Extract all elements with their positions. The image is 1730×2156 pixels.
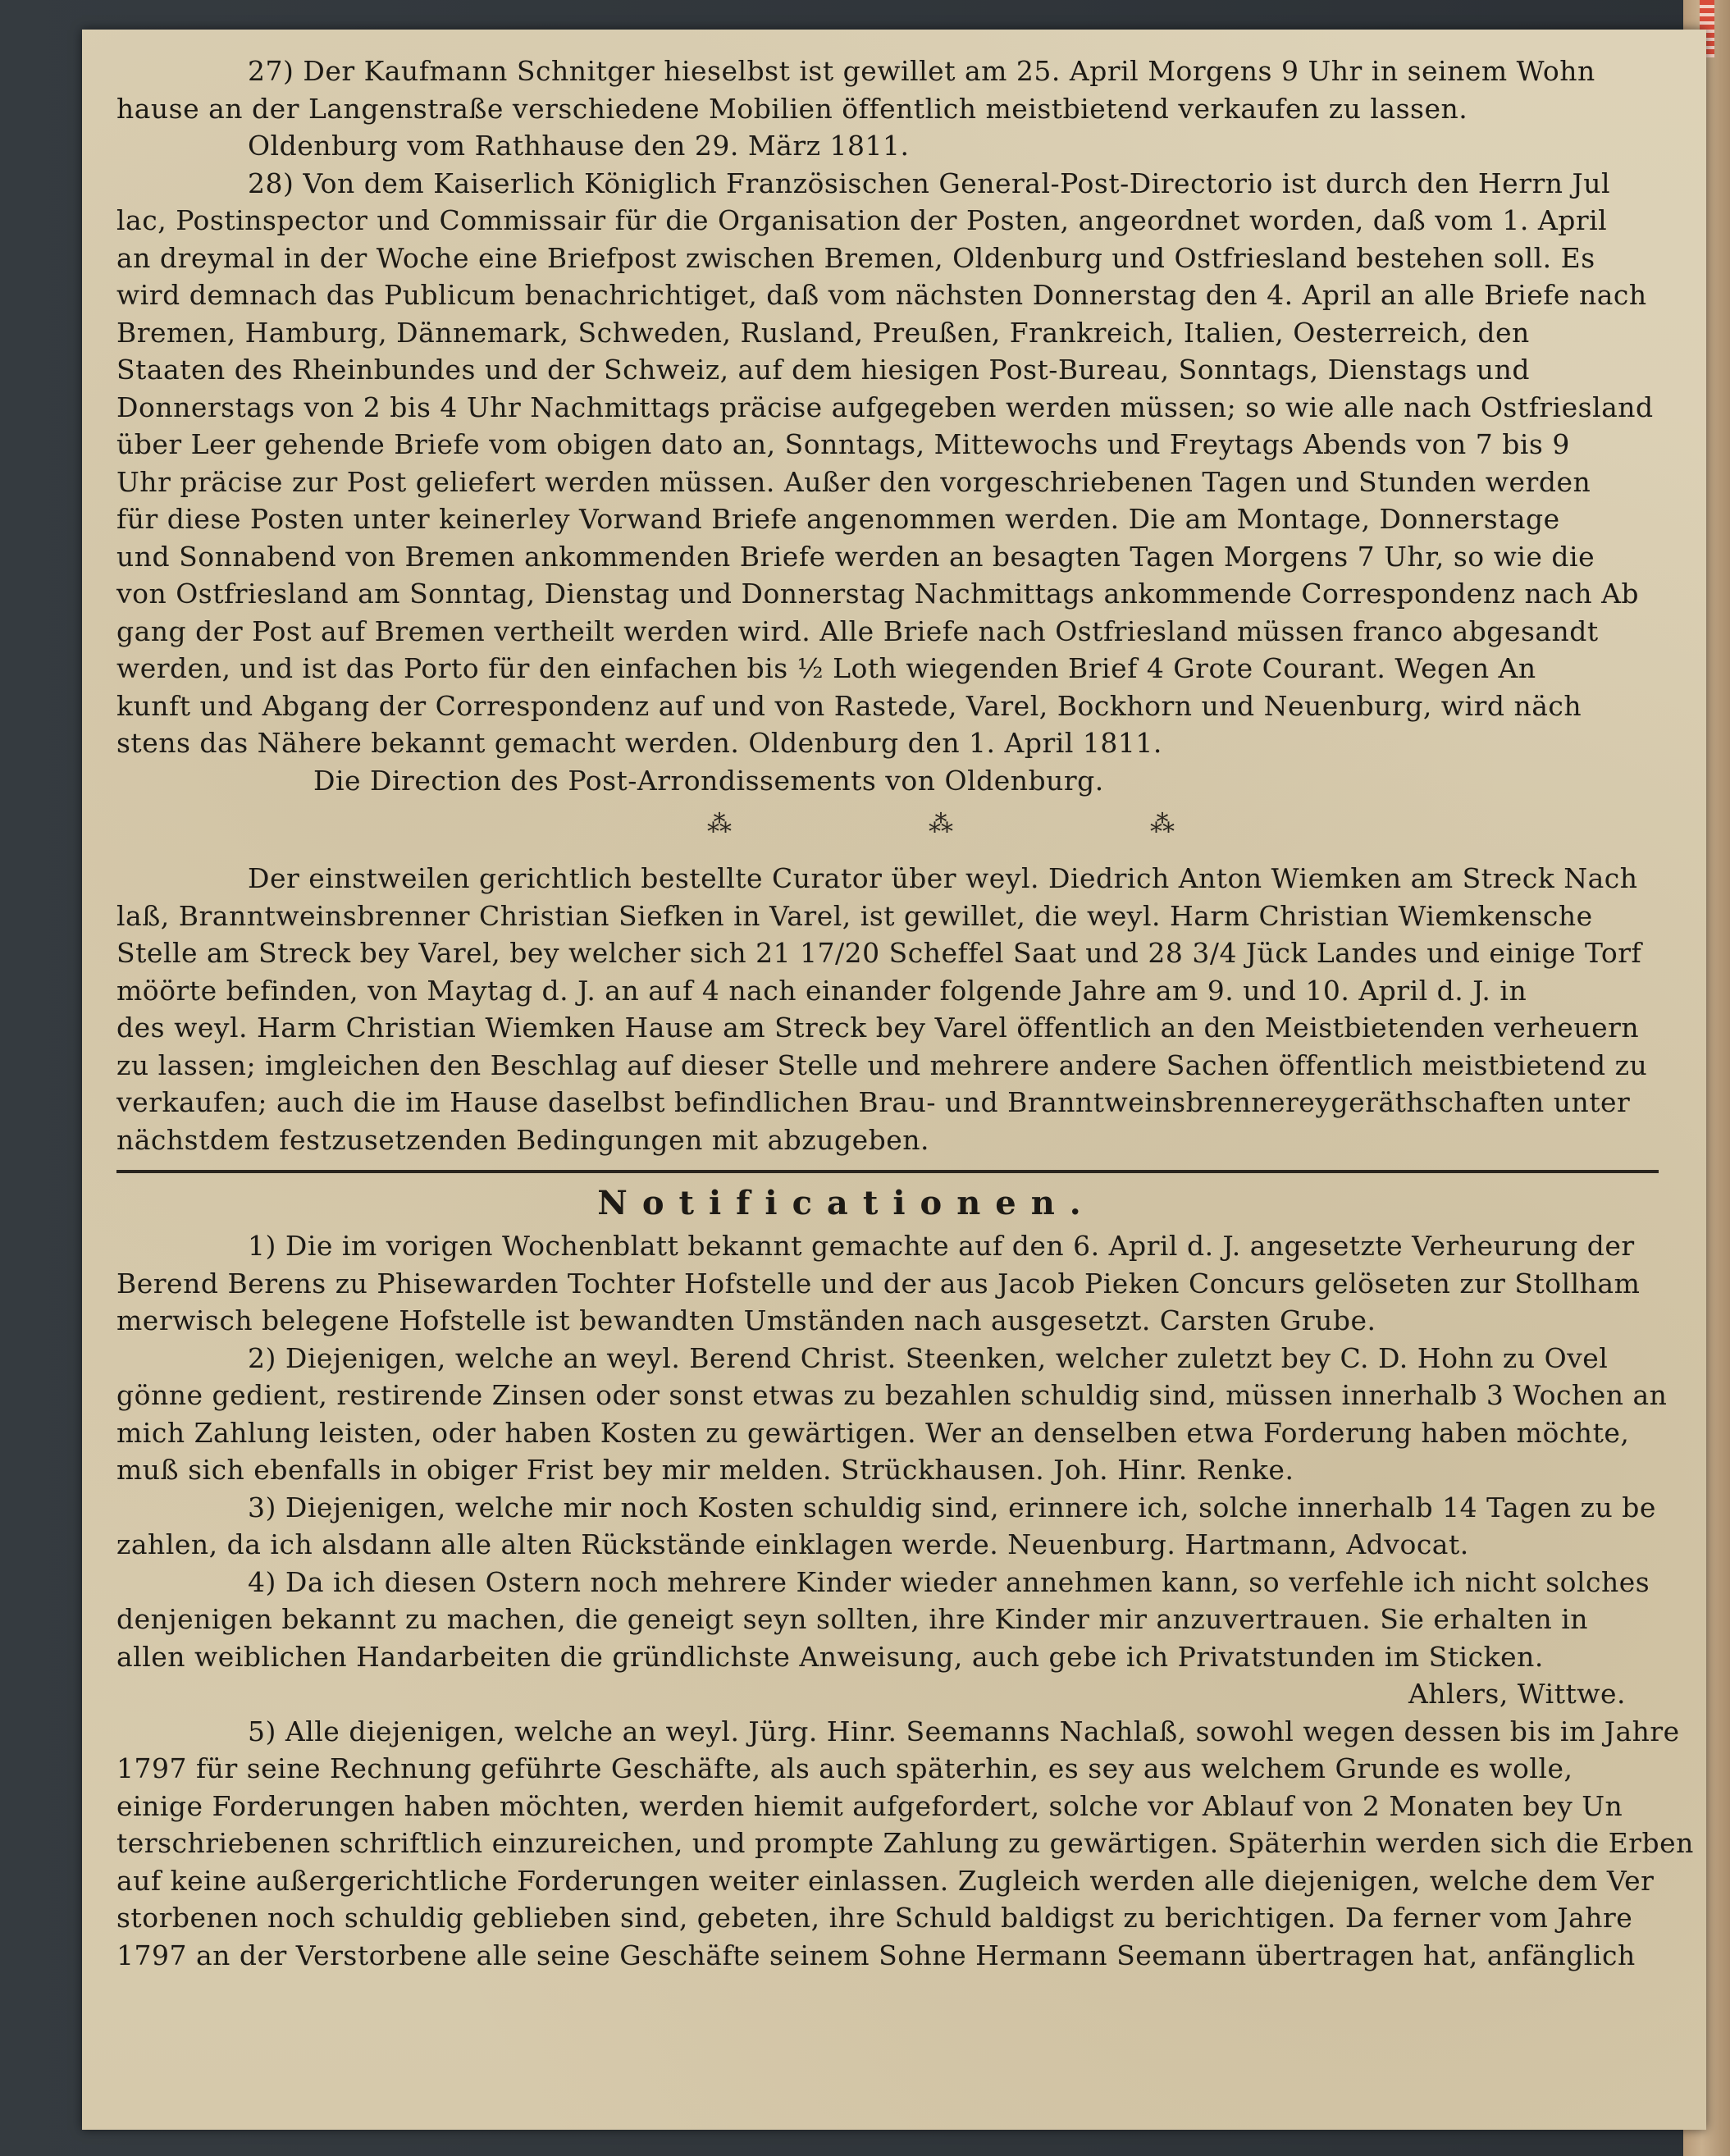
text-line: stens das Nähere bekannt gemacht werden. Oldenburg den 1. April 1811. xyxy=(116,727,1162,759)
page-text xyxy=(116,53,1694,1974)
text-line: wird demnach das Publicum benachrichtiget, daß vom nächsten Donnerstag den 4. April an alle Briefe nach xyxy=(116,279,1647,311)
text-line: Oldenburg vom Rathhause den 29. März 1811. xyxy=(248,130,910,162)
notification-2 xyxy=(116,1340,1691,1489)
text-line: Staaten des Rheinbundes und der Schweiz, auf dem hiesigen Post-Bureau, Sonntags, Dienstags und xyxy=(116,354,1530,386)
text-line: einige Forderungen haben möchten, werden hiemit aufgefordert, solche vor Ablauf von 2 Monaten bey Un xyxy=(116,1789,1623,1822)
text-line: 5) Alle diejenigen, welche an weyl. Jürg. Hinr. Seemanns Nachlaß, sowohl wegen dessen bis im Jahre xyxy=(248,1715,1680,1747)
text-line: und Sonnabend von Bremen ankommenden Briefe werden an besagten Tagen Morgens 7 Uhr, so wie die xyxy=(116,540,1595,573)
text-line: denjenigen bekannt zu machen, die geneigt seyn sollten, ihre Kinder mir anzuvertrauen. Sie erhalten in xyxy=(116,1603,1589,1635)
text-line: 3) Diejenigen, welche mir noch Kosten schuldig sind, erinnere ich, solche innerhalb 14 Tagen zu be xyxy=(248,1491,1656,1523)
text-line: Der einstweilen gerichtlich bestellte Curator über weyl. Diedrich Anton Wiemken am Streck Nach xyxy=(248,862,1638,894)
text-line: lac, Postinspector und Commissair für die Organisation der Posten, angeordnet worden, daß vom 1. April xyxy=(116,204,1608,236)
text-line: Bremen, Hamburg, Dännemark, Schweden, Rusland, Preußen, Frankreich, Italien, Oesterreich, den xyxy=(116,316,1530,349)
text-line: Donnerstags von 2 bis 4 Uhr Nachmittags präcise aufgegeben werden müssen; so wie alle nach Ostfriesland xyxy=(116,391,1654,423)
text-line: 1797 für seine Rechnung geführte Geschäfte, als auch späterhin, es sey aus welchem Grunde es wolle, xyxy=(116,1752,1573,1784)
ornament-divider xyxy=(116,799,1691,860)
text-line: zu lassen; imgleichen den Beschlag auf dieser Stelle und mehrere andere Sachen öffentlich meistbietend zu xyxy=(116,1048,1648,1081)
text-line: 1) Die im vorigen Wochenblatt bekannt gemachte auf den 6. April d. J. angesetzte Verheurung der xyxy=(248,1230,1635,1262)
ornament-star: ⁂ xyxy=(1150,810,1176,838)
text-line: Stelle am Streck bey Varel, bey welcher sich 21 17/20 Scheffel Saat und 28 3/4 Jück Landes und einige Torf xyxy=(116,937,1642,969)
text-line: Berend Berens zu Phisewarden Tochter Hofstelle und der aus Jacob Pieken Concurs gelöseten zur Stollham xyxy=(116,1267,1641,1300)
text-line: des weyl. Harm Christian Wiemken Hause am Streck bey Varel öffentlich an den Meistbietenden verheuern xyxy=(116,1012,1640,1044)
text-line: werden, und ist das Porto für den einfachen bis ½ Loth wiegenden Brief 4 Grote Courant. Wegen An xyxy=(116,652,1536,684)
text-line: möörte befinden, von Maytag d. J. an auf 4 nach einander folgende Jahre am 9. und 10. April d. J. in xyxy=(116,974,1527,1007)
text-line: Uhr präcise zur Post geliefert werden müssen. Außer den vorgeschriebenen Tagen und Stunden werden xyxy=(116,465,1591,498)
text-line: an dreymal in der Woche eine Briefpost zwischen Bremen, Oldenburg und Ostfriesland bestehen soll. Es xyxy=(116,241,1595,274)
ornament-star: ⁂ xyxy=(707,810,733,838)
section-rule xyxy=(116,1170,1659,1173)
text-line: auf keine außergerichtliche Forderungen weiter einlassen. Zugleich werden alle diejenigen, welche dem Ver xyxy=(116,1864,1655,1897)
text-line: merwisch belegene Hofstelle ist bewandten Umständen nach ausgesetzt. Carsten Grube. xyxy=(116,1304,1376,1336)
text-line: über Leer gehende Briefe vom obigen dato an, Sonntags, Mittewochs und Freytags Abends von 7 bis 9 xyxy=(116,428,1570,460)
text-line: hause an der Langenstraße verschiedene Mobilien öffentlich meistbietend verkaufen zu lassen. xyxy=(116,92,1468,125)
text-line: 4) Da ich diesen Ostern noch mehrere Kinder wieder annehmen kann, so verfehle ich nicht solches xyxy=(248,1565,1650,1598)
text-line: kunft und Abgang der Correspondenz auf und von Rastede, Varel, Bockhorn und Neuenburg, wird näch xyxy=(116,689,1582,722)
text-line: für diese Posten unter keinerley Vorwand Briefe angenommen werden. Die am Montage, Donnerstage xyxy=(116,503,1560,535)
notification-3 xyxy=(116,1489,1691,1564)
text-line: muß sich ebenfalls in obiger Frist bey mir melden. Strückhausen. Joh. Hinr. Renke. xyxy=(116,1454,1294,1486)
curator-notice xyxy=(116,860,1691,1158)
text-line: nächstdem festzusetzenden Bedingungen mit abzugeben. xyxy=(116,1123,929,1156)
text-line: 28) Von dem Kaiserlich Königlich Französischen General-Post-Directorio ist durch den Herrn Jul xyxy=(248,167,1611,199)
text-line: gang der Post auf Bremen vertheilt werden wird. Alle Briefe nach Ostfriesland müssen franco abgesandt xyxy=(116,614,1599,647)
notification-5 xyxy=(116,1713,1694,1975)
notice-28 xyxy=(116,165,1691,800)
text-line: 2) Diejenigen, welche an weyl. Berend Christ. Steenken, welcher zuletzt bey C. D. Hohn zu Ovel xyxy=(248,1341,1609,1374)
text-line: 27) Der Kaufmann Schnitger hieselbst ist gewillet am 25. April Morgens 9 Uhr in seinem Wohn xyxy=(248,55,1595,87)
text-line: gönne gedient, restirende Zinsen oder sonst etwas zu bezahlen schuldig sind, müssen innerhalb 3 Wochen an xyxy=(116,1379,1668,1411)
section-heading: Notificationen. xyxy=(597,1184,1096,1222)
text-line: mich Zahlung leisten, oder haben Kosten zu gewärtigen. Wer an denselben etwa Forderung haben möchte, xyxy=(116,1416,1630,1449)
text-line: laß, Branntweinsbrenner Christian Siefken in Varel, ist gewillet, die weyl. Harm Christian Wiemkensche xyxy=(116,899,1593,932)
notice-signature: Ahlers, Wittwe. xyxy=(1408,1678,1626,1710)
notice-27 xyxy=(116,53,1691,165)
text-line: terschriebenen schriftlich einzureichen, und prompte Zahlung zu gewärtigen. Späterhin werden sich die Erben xyxy=(116,1827,1694,1859)
notification-4 xyxy=(116,1564,1691,1713)
text-line: 1797 an der Verstorbene alle seine Geschäfte seinem Sohne Hermann Seemann übertragen hat, anfänglich xyxy=(116,1939,1636,1971)
text-line: zahlen, da ich alsdann alle alten Rückstände einklagen werde. Neuenburg. Hartmann, Advocat. xyxy=(116,1528,1469,1560)
text-line: allen weiblichen Handarbeiten die gründlichste Anweisung, auch gebe ich Privatstunden im Sticken. xyxy=(116,1640,1544,1673)
notification-1 xyxy=(116,1227,1691,1340)
text-line: von Ostfriesland am Sonntag, Dienstag und Donnerstag Nachmittags ankommende Correspondenz nach Ab xyxy=(116,578,1640,610)
notice-signature: Die Direction des Post-Arrondissements von Oldenburg. xyxy=(313,764,1104,797)
text-line: verkaufen; auch die im Hause daselbst befindlichen Brau- und Branntweinsbrennereygeräthschaften unter xyxy=(116,1086,1631,1118)
text-line: storbenen noch schuldig geblieben sind, gebeten, ihre Schuld baldigst zu berichtigen. Da ferner vom Jahre xyxy=(116,1902,1633,1934)
ornament-star: ⁂ xyxy=(929,810,955,838)
